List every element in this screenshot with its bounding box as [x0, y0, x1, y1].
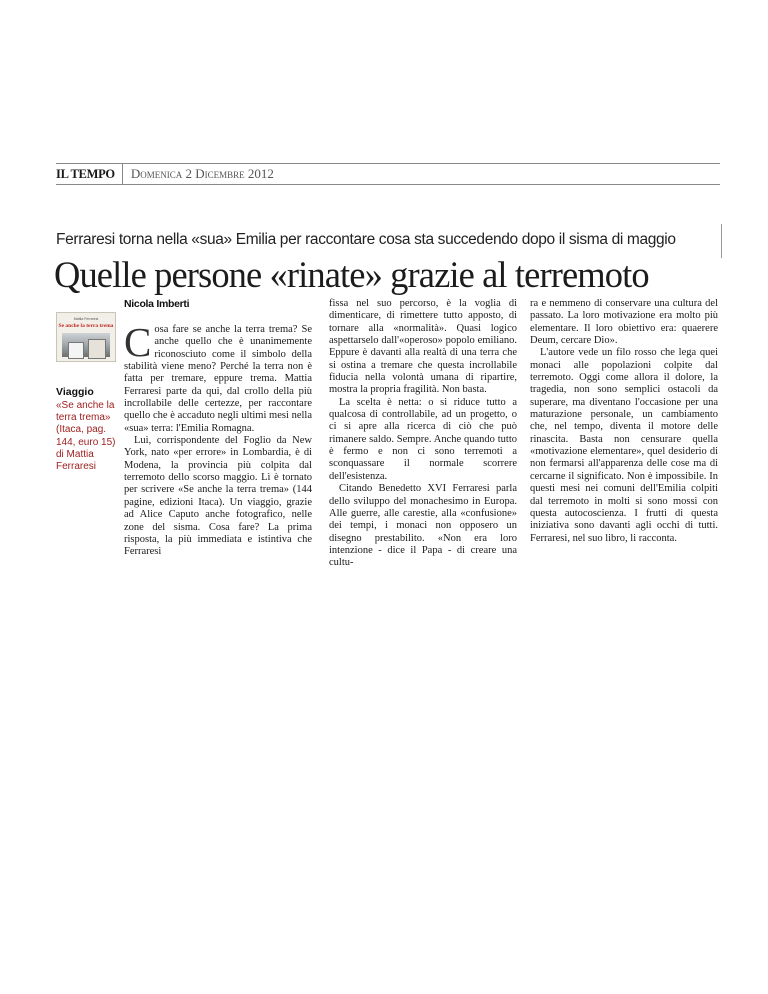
- book-cover-image: [56, 312, 116, 362]
- issue-date: Domenica 2 Dicembre 2012: [130, 166, 274, 181]
- sidebar-box: [56, 312, 116, 473]
- article-headline: Quelle persone «rinate» grazie al terremoto: [54, 254, 649, 295]
- sidebar-label: Viaggio: [56, 386, 94, 398]
- paragraph: Citando Benedetto XVI Ferraresi parla dello sviluppo del monachesimo in Europa. Alle guerre, alle carestie, alla «confusione» dei tempi, i monaci non opposero un disegno prestabilito. «Non era loro intenzione - dice il Papa - di creare una cultu-: [329, 483, 517, 569]
- article-kicker: Ferraresi torna nella «sua» Emilia per raccontare cosa sta succedendo dopo il sisma di maggio: [56, 231, 676, 248]
- book-cover-photo: [62, 333, 110, 357]
- paragraph: [124, 319, 312, 435]
- paragraph: fissa nel suo percorso, è la voglia di dimenticare, di rimettere tutto apposto, di tornare alla «normalità». Quasi logico aspettarselo dall'«operoso» popolo emiliano. Eppure è davanti alla realtà di una terra che si ostina a tremare che questa incrollabile fiducia nella volontà umana di ripartire, mostra la propria fragilità. Non basta.: [329, 298, 517, 396]
- paragraph: Lui, corrispondente del Foglio da New York, nato «per errore» in Lombardia, è di Modena, la provincia più colpita dal terremoto dello scorso maggio. Lì è tornato per scrivere «Se anche la terra trema» (144 pagine, edizioni Itaca). Un viaggio, grazie ad Alice Caputo anche fotografico, nelle zone del sisma. Cosa fare? La prima risposta, la più immediata e istintiva che Ferraresi: [124, 435, 312, 558]
- paragraph-text: osa fare se anche la terra trema? Se anche quello che è unanimemente riconosciuto come il simbolo della stabilità viene meno? Perché la terra non è fatta per tremare, eppure trema. Mattia Ferraresi parte da qui, dal crollo della più incrollabile delle certezze, per raccontare quello che è accaduto negli ultimi mesi nella «sua» terra: l'Emilia Romagna.: [124, 324, 312, 434]
- masthead: [56, 163, 720, 185]
- book-cover-author: Mattia Ferraresi: [73, 317, 99, 321]
- newspaper-logo: IL TEMPO: [56, 164, 123, 184]
- paragraph: ra e nemmeno di conservare una cultura del passato. La loro motivazione era molto più elementare. Il loro obiettivo era: quaerere Deum, cercare Dio».: [530, 298, 718, 347]
- kicker-rule: [721, 224, 722, 258]
- article-column-3: [530, 298, 718, 545]
- sidebar-text: «Se anche la terra trema» (Itaca, pag. 144, euro 15) di Mattia Ferraresi: [56, 400, 116, 473]
- book-cover-title: Se anche la terra trema: [58, 323, 114, 329]
- article-column-1: [124, 319, 312, 559]
- drop-cap: C: [124, 319, 152, 365]
- article-byline: Nicola Imberti: [124, 298, 190, 310]
- paragraph: La scelta è netta: o si riduce tutto a qualcosa di controllabile, ad un progetto, o ci si apre alla ricerca di ciò che può rimanere saldo. Sempre. Anche quando tutto è fermo e non ci sono terremoti a sconquassare il normale scorrere dell'esistenza.: [329, 396, 517, 482]
- article-column-2: [329, 298, 517, 570]
- paragraph: L'autore vede un filo rosso che lega quei monaci alle popolazioni colpite dal terremoto. Oggi come allora il dolore, la tragedia, non sono semplici ostacoli da superare, ma diventano l'occasione per una maturazione personale, un cambiamento che, nel tempo, diventa il motore delle rinascita. Basta non censurare quella «motivazione elementare», quel desiderio di non fermarsi all'apparenza delle cose ma di cercarne il significato. Non è impossibile. In questi mesi nei comuni dell'Emilia colpiti dal terremoto in molti si sono mossi con questa autocoscienza. I frutti di questa iniziativa sono davanti agli occhi di tutti. Ferraresi, nel suo libro, li racconta.: [530, 347, 718, 544]
